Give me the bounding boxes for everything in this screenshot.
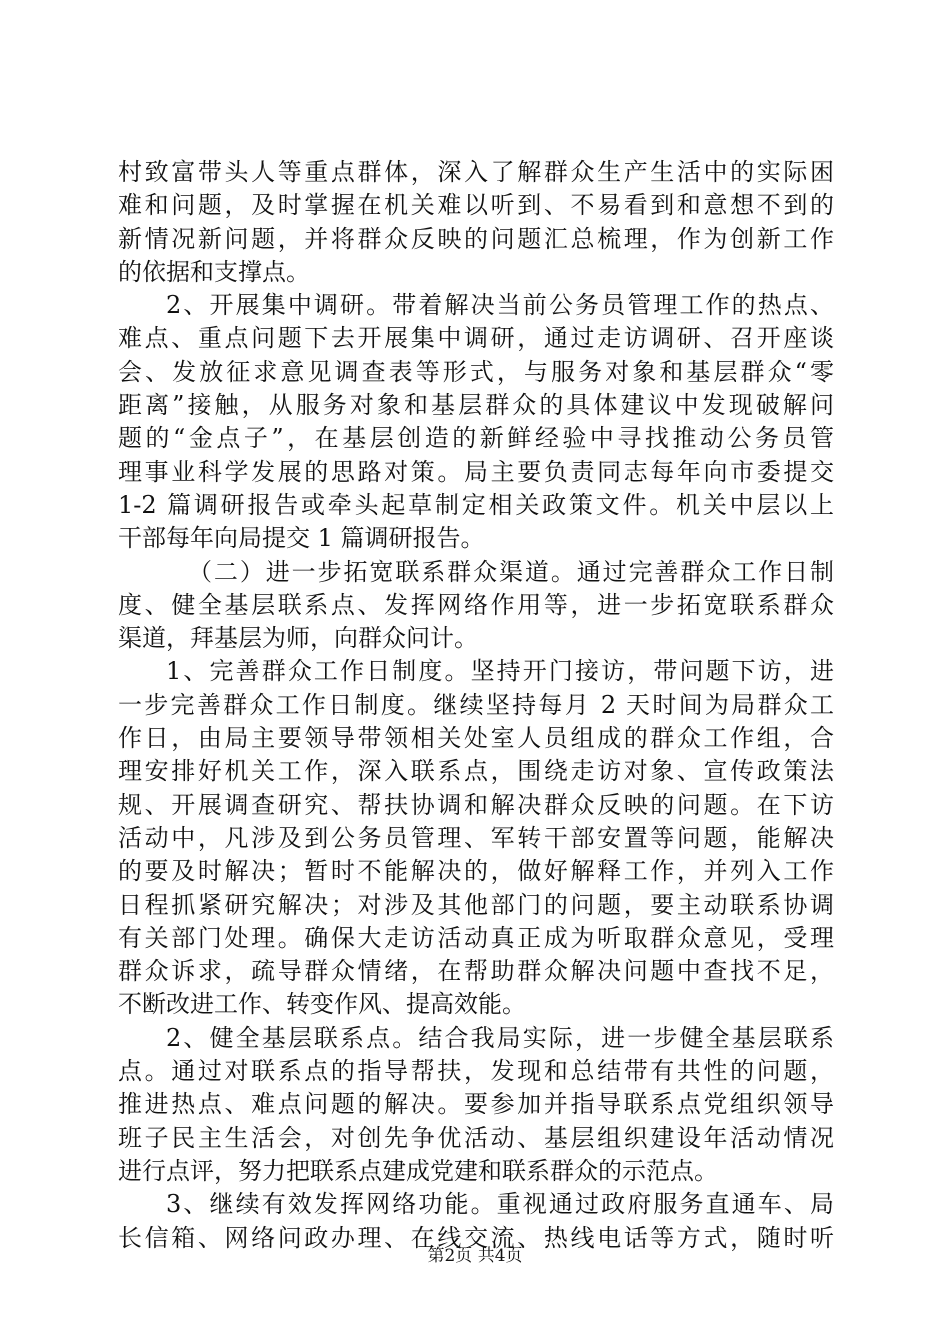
text-line: 理事业科学发展的思路对策。局主要负责同志每年向市委提交 bbox=[118, 457, 834, 486]
document-body bbox=[118, 156, 834, 1255]
text-line: 进行点评，努力把联系点建成党建和联系群众的示范点。 bbox=[118, 1156, 718, 1185]
text-line: 度、健全基层联系点、发挥网络作用等，进一步拓宽联系群众 bbox=[118, 590, 834, 619]
text-line: 渠道，拜基层为师，向群众问计。 bbox=[118, 624, 478, 653]
text-line: 有关部门处理。确保大走访活动真正成为听取群众意见，受理 bbox=[118, 923, 834, 952]
text-line: 距离”接触，从服务对象和基层群众的具体建议中发现破解问 bbox=[118, 391, 834, 420]
text-line: 干部每年向局提交 1 篇调研报告。 bbox=[118, 524, 485, 553]
paragraph-start: 1、完善群众工作日制度。坚持开门接访，带问题下访，进 bbox=[166, 657, 834, 686]
text-line: 规、开展调查研究、帮扶协调和解决群众反映的问题。在下访 bbox=[118, 790, 834, 819]
text-line: 难和问题，及时掌握在机关难以听到、不易看到和意想不到的 bbox=[118, 191, 834, 220]
text-line: 村致富带头人等重点群体，深入了解群众生产生活中的实际困 bbox=[118, 158, 834, 186]
text-line: 点。通过对联系点的指导帮扶，发现和总结带有共性的问题， bbox=[118, 1057, 834, 1086]
text-line: 长信箱、网络问政办理、在线交流、热线电话等方式，随时听 bbox=[118, 1223, 834, 1252]
text-line: 1-2 篇调研报告或牵头起草制定相关政策文件。机关中层以上 bbox=[118, 490, 834, 519]
text-line: 不断改进工作、转变作风、提高效能。 bbox=[118, 990, 526, 1019]
text-line: 难点、重点问题下去开展集中调研，通过走访调研、召开座谈 bbox=[118, 324, 834, 353]
text-line: 班子民主生活会，对创先争优活动、基层组织建设年活动情况 bbox=[118, 1123, 834, 1152]
text-line: 一步完善群众工作日制度。继续坚持每月 2 天时间为局群众工 bbox=[118, 690, 834, 719]
paragraph-start: 2、健全基层联系点。结合我局实际，进一步健全基层联系 bbox=[166, 1023, 834, 1052]
text-line: 的依据和支撑点。 bbox=[118, 257, 310, 286]
text-line: 理安排好机关工作，深入联系点，围绕走访对象、宣传政策法 bbox=[118, 757, 834, 786]
text-line: 新情况新问题，并将群众反映的问题汇总梳理，作为创新工作 bbox=[118, 224, 834, 253]
text-line: 群众诉求，疏导群众情绪，在帮助群众解决问题中查找不足， bbox=[118, 957, 834, 986]
text-line: 题的“金点子”，在基层创造的新鲜经验中寻找推动公务员管 bbox=[118, 424, 834, 453]
paragraph-start: 3、继续有效发挥网络功能。重视通过政府服务直通车、局 bbox=[166, 1190, 834, 1219]
text-line: 推进热点、难点问题的解决。要参加并指导联系点党组织领导 bbox=[118, 1090, 834, 1119]
section-heading-line: （二）进一步拓宽联系群众渠道。通过完善群众工作日制 bbox=[188, 557, 834, 586]
paragraph-start: 2、开展集中调研。带着解决当前公务员管理工作的热点、 bbox=[166, 291, 834, 320]
text-line: 活动中，凡涉及到公务员管理、军转干部安置等问题，能解决 bbox=[118, 823, 834, 852]
page-footer: 第2页 共4页 bbox=[427, 1246, 523, 1266]
text-line: 会、发放征求意见调查表等形式，与服务对象和基层群众“零 bbox=[118, 357, 834, 386]
text-line: 作日，由局主要领导带领相关处室人员组成的群众工作组，合 bbox=[118, 724, 834, 753]
text-line: 的要及时解决；暂时不能解决的，做好解释工作，并列入工作 bbox=[118, 857, 834, 886]
text-line: 日程抓紧研究解决；对涉及其他部门的问题，要主动联系协调 bbox=[118, 890, 834, 919]
